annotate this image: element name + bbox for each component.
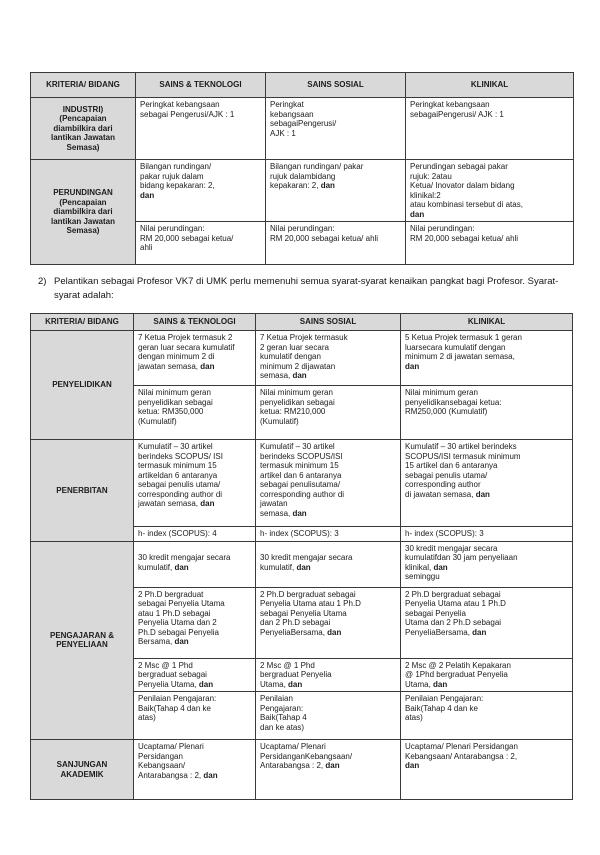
list-item-number: 2) (38, 276, 47, 287)
column-header: KLINIKAL (401, 314, 573, 331)
table-cell: 2 Msc @ 1 Phd bergraduat Penyelia Utama, dan (256, 658, 401, 692)
table-cell: Bilangan rundingan/ pakar rujuk dalambidang kepakaran: 2, dan (266, 160, 406, 222)
column-header: KRITERIA/ BIDANG (31, 73, 136, 98)
table-cell: Peringkat kebangsaan sebagaiPengerusi/ AJK : 1 (406, 98, 574, 160)
criteria-label-cell: PERUNDINGAN (Pencapaian diambilkira dari lantikan Jawatan Semasa) (31, 160, 136, 265)
table-cell: Penilaian Pengajaran: Baik(Tahap 4 dan ke atas) (134, 692, 256, 740)
table-cell: Ucaptama/ Plenari Persidangan Kebangsaan/ Antarabangsa : 2, dan (134, 740, 256, 800)
table-cell: h- index (SCOPUS): 4 (134, 527, 256, 542)
criteria-label-cell: PENYELIDIKAN (31, 331, 134, 440)
table-cell: Perundingan sebagai pakar rujuk: 2atau Ketua/ Inovator dalam bidang klinikal:2 atau kombinasi tersebut di atas, dan (406, 160, 574, 222)
criteria-table-part1 (30, 72, 600, 265)
criteria-label-cell: PENGAJARAN & PENYELIAAN (31, 541, 134, 740)
table-cell: 2 Ph.D bergraduat sebagai Penyelia Utama atau 1 Ph.D sebagai Penyelia Utama dan 2 Ph.D sebagai Penyelia Bersama, dan (134, 587, 256, 658)
table-cell: Nilai perundingan: RM 20,000 sebagai ketua/ ahli (406, 222, 574, 265)
table-cell: Penilaian Pengajaran: Baik(Tahap 4 dan ke atas) (256, 692, 401, 740)
table-cell: Kumulatif – 30 artikel berindeks SCOPUS/ISI termasuk minimum 15 artikel dan 6 antaranya sebagai penulisutama/ corresponding author di jawatan semasa, dan (256, 440, 401, 527)
column-header: SAINS SOSIAL (256, 314, 401, 331)
table-cell: Nilai perundingan: RM 20,000 sebagai ketua/ ahli (266, 222, 406, 265)
table-cell: 30 kredit mengajar secara kumulatifdan 30 jam penyeliaan klinikal, dan seminggu (401, 541, 573, 587)
table-cell: Peringkat kebangsaan sebagai Pengerusi/AJK : 1 (136, 98, 266, 160)
table-cell: Nilai minimum geran penyelidikan sebagai ketua: RM210,000 (Kumulatif) (256, 386, 401, 440)
table-cell: Ucaptama/ Plenari Persidangan Kebangsaan/ Antarabangsa : 2, dan (401, 740, 573, 800)
table-cell: Ucaptama/ Plenari PersidanganKebangsaan/ Antarabangsa : 2, dan (256, 740, 401, 800)
table-cell: 2 Msc @ 2 Pelatih Kepakaran @ 1Phd bergraduat Penyelia Utama, dan (401, 658, 573, 692)
column-header: SAINS SOSIAL (266, 73, 406, 98)
criteria-label-cell: PENERBITAN (31, 440, 134, 542)
list-item-text: Pelantikan sebagai Profesor VK7 di UMK perlu memenuhi semua syarat-syarat kenaikan pangkat bagi Profesor. Syarat-syarat adalah: (54, 276, 559, 301)
table-cell: 2 Ph.D bergraduat sebagai Penyelia Utama atau 1 Ph.D sebagai Penyelia Utama dan 2 Ph.D sebagai PenyeliaBersama, dan (256, 587, 401, 658)
table-cell: h- index (SCOPUS): 3 (401, 527, 573, 542)
table-cell: 30 kredit mengajar secara kumulatif, dan (134, 541, 256, 587)
table-cell: 5 Ketua Projek termasuk 1 geran luarsecara kumulatif dengan minimum 2 di jawatan semasa, dan (401, 331, 573, 386)
table-cell: 2 Msc @ 1 Phd bergraduat sebagai Penyelia Utama, dan (134, 658, 256, 692)
criteria-label-cell: INDUSTRI) (Pencapaian diambilkira dari lantikan Jawatan Semasa) (31, 98, 136, 160)
table-cell: Peringkat kebangsaan sebagaiPengerusi/ AJK : 1 (266, 98, 406, 160)
table-cell: Kumulatif – 30 artikel berindeks SCOPUS/ ISI termasuk minimum 15 artikeldan 6 antaranya sebagai penulis utama/ corresponding author di jawatan semasa, dan (134, 440, 256, 527)
criteria-table-part2 (30, 313, 573, 800)
table-cell: 7 Ketua Projek termasuk 2 geran luar secara kumulatif dengan minimum 2 dijawatan semasa, dan (256, 331, 401, 386)
column-header: SAINS & TEKNOLOGI (136, 73, 266, 98)
table-cell: 7 Ketua Projek termasuk 2 geran luar secara kumulatif dengan minimum 2 di jawatan semasa, dan (134, 331, 256, 386)
table-cell: Penilaian Pengajaran: Baik(Tahap 4 dan ke atas) (401, 692, 573, 740)
table-cell: h- index (SCOPUS): 3 (256, 527, 401, 542)
table-cell: Nilai minimum geran penyelidikansebagai ketua: RM250,000 (Kumulatif) (401, 386, 573, 440)
column-header: KLINIKAL (406, 73, 574, 98)
column-header: SAINS & TEKNOLOGI (134, 314, 256, 331)
criteria-table-part1 (30, 72, 574, 265)
table-cell: Nilai perundingan: RM 20,000 sebagai ketua/ ahli (136, 222, 266, 265)
table-cell: Bilangan rundingan/ pakar rujuk dalam bidang kepakaran: 2, dan (136, 160, 266, 222)
intro-paragraph (38, 275, 580, 302)
table-cell: Kumulatif – 30 artikel berindeks SCOPUS/ISI termasuk minimum 15 artikel dan 6 antaranya sebagai penulis utama/ corresponding author di jawatan semasa, dan (401, 440, 573, 527)
table-cell: Nilai minimum geran penyelidikan sebagai ketua: RM350,000 (Kumulatif) (134, 386, 256, 440)
criteria-label-cell: SANJUNGAN AKADEMIK (31, 740, 134, 800)
table-cell: 2 Ph.D bergraduat sebagai Penyelia Utama atau 1 Ph.D sebagai Penyelia Utama dan 2 Ph.D sebagai PenyeliaBersama, dan (401, 587, 573, 658)
table-cell: 30 kredit mengajar secara kumulatif, dan (256, 541, 401, 587)
column-header: KRITERIA/ BIDANG (31, 314, 134, 331)
criteria-table-part2 (30, 313, 600, 800)
